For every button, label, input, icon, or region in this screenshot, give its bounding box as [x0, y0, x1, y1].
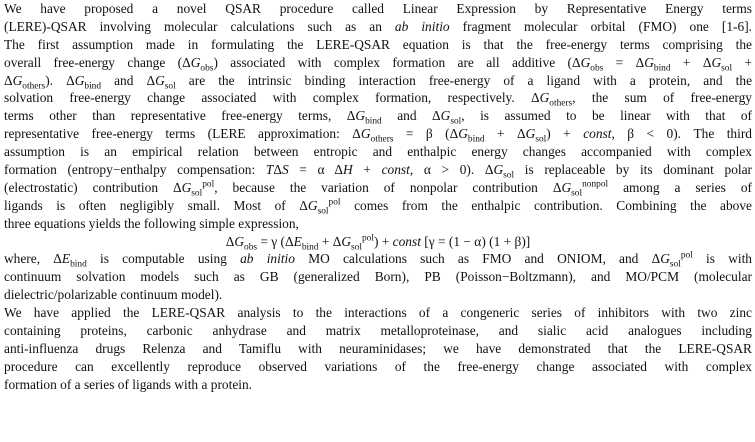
- text-line: formation of a series of ligands with a protein.: [4, 376, 253, 392]
- text-line: representative free-energy terms (LERE approximation: $\Delta G_{others} = \beta$ $(\Delta G_{bind} + \Delta G_{sol})$ + const, β < 0). The third: [4, 126, 752, 144]
- paragraph-1: [4, 0, 752, 304]
- text-line: where, $\Delta E_{bind}$ is computable using ab initio MO calculations such as FMO and ONIOM, and $\Delta G_{sol}^{pol}$ is with: [4, 251, 752, 269]
- text-line: We have proposed a novel QSAR procedure called Linear Expression by Representative Energy terms: [4, 1, 752, 16]
- paragraph-2: [4, 304, 752, 393]
- text-line: containing proteins, carbonic anhydrase and matrix metalloproteinase, and sialic acid analogues including: [4, 323, 752, 339]
- text-line: We have applied the LERE-QSAR analysis to the interactions of a congeneric series of inhibitors with two zinc: [4, 305, 752, 321]
- text-line: $\Delta G_{others}$). $\Delta G_{bind}$ and $\Delta G_{sol}$ are the intrinsic binding interaction free-energy of a ligand with a protein, and the: [4, 72, 752, 90]
- text-line: terms other than representative free-energy terms, $\Delta G_{bind}$ and $\Delta G_{sol}$, is assumed to be linear with that of: [4, 108, 752, 126]
- text-line: anti-influenza drugs Relenza and Tamiflu with neuraminidases; we have demonstrated that the LERE-QSAR: [4, 340, 752, 356]
- equation: $\Delta G_{obs} = \gamma$ $(\Delta E_{bind} + \Delta G_{sol}^{pol})$ + const [γ = (1 − α) (1 + β)]: [225, 233, 531, 253]
- text-line: ligands is often negligibly small. Most of $\Delta G_{sol}^{pol}$ comes from the enthalpic contribution. Combining the above: [4, 197, 752, 215]
- text-line: continuum solvation models such as GB (generalized Born), PB (Poisson−Boltzmann), and MO/PCM (molecular: [4, 269, 752, 285]
- text-line: (LERE)-QSAR involving molecular calculations such as an ab initio fragment molecular orbital (FMO) one [1-6].: [4, 18, 752, 34]
- document-body: [4, 0, 752, 394]
- text-line: solvation free-energy change associated with complex formation, respectively. $\Delta G_{others}$, the sum of free-energy: [4, 90, 752, 108]
- text-line: (electrostatic) contribution $\Delta G_{sol}^{pol}$, because the variation of nonpolar contribution $\Delta G_{sol}^{nonpol}$ among a series of: [4, 179, 752, 197]
- text-line: overall free-energy change $(\Delta G_{obs})$ associated with complex formation are all additive ($\Delta G_{obs} = \Delta G_{bind} + \Delta G_{sol}$ +: [4, 54, 752, 72]
- text-line: The first assumption made in formulating the LERE-QSAR equation is that the free-energy terms comprising the: [4, 36, 752, 52]
- text-line: procedure can excellently reproduce observed variations of the free-energy change associated with complex: [4, 358, 752, 374]
- text-line: three equations yields the following simple expression,: [4, 215, 299, 231]
- text-line: formation (entropy−enthalpy compensation: TΔS = α ΔH + const, α > 0). $\Delta G_{sol}$ is replaceable by its dominant polar: [4, 162, 752, 179]
- text-line: assumption is an empirical relation between entropic and enthalpic energy changes accompanied with complex: [4, 144, 752, 160]
- text-line: dielectric/polarizable continuum model).: [4, 287, 223, 303]
